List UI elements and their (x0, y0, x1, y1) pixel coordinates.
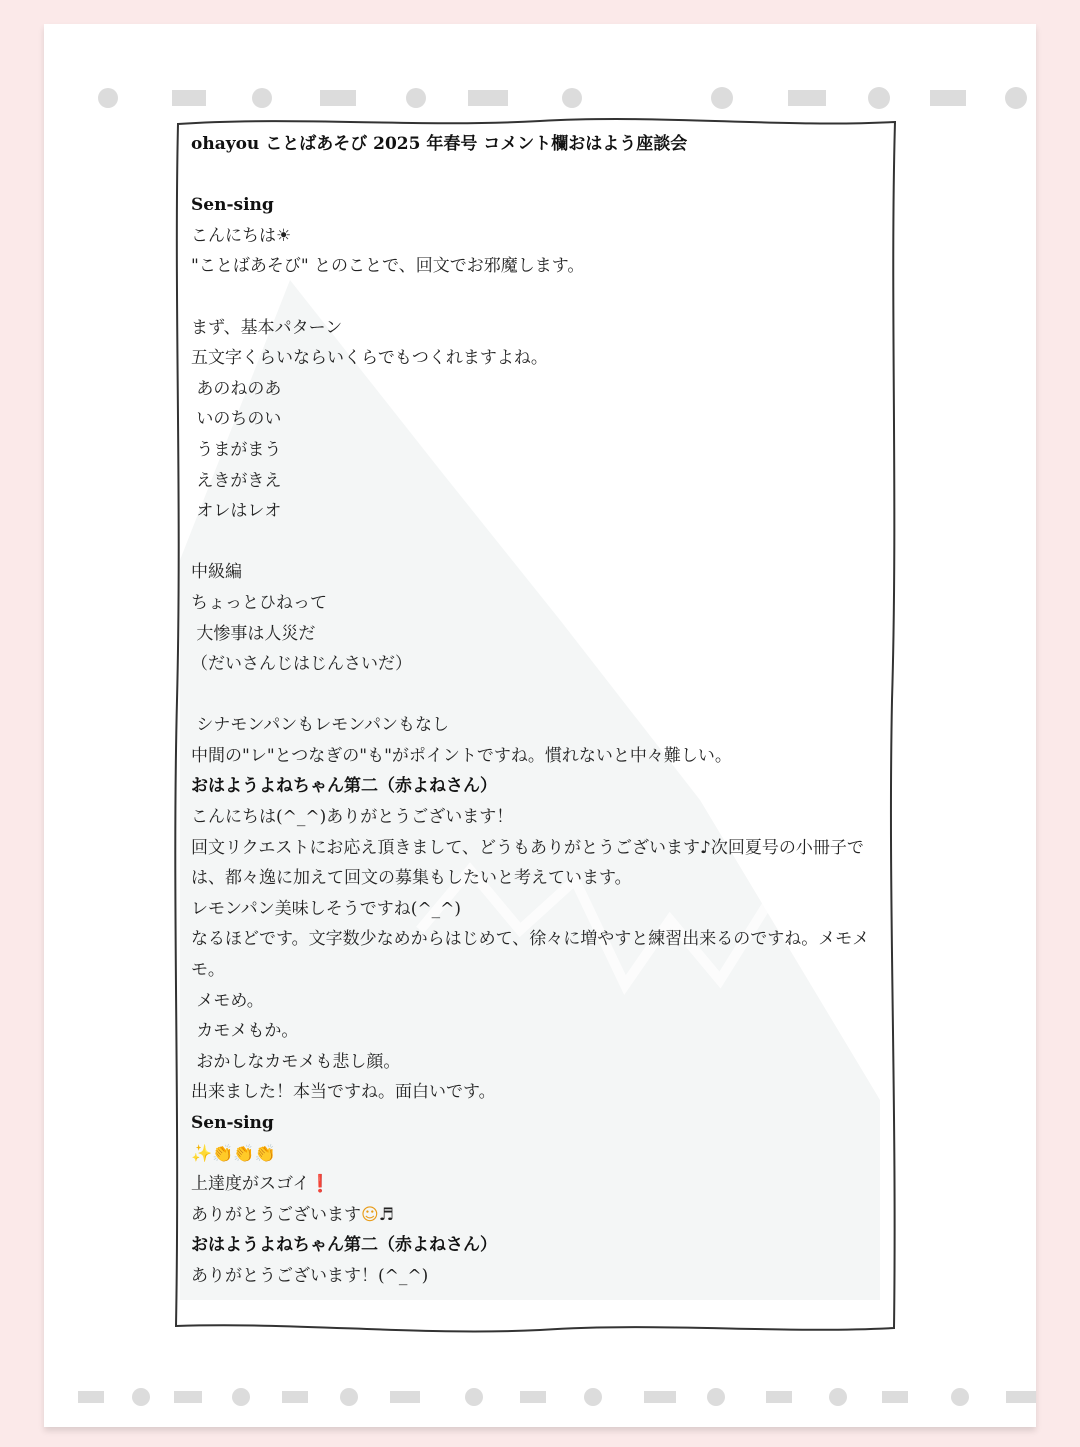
comment-line: なるほどです。文字数少なめからはじめて、徐々に増やすと練習出来るのですね。メモメモ。 (191, 929, 870, 981)
comment-line: レモンパン美味しそうですね(^_^) (191, 898, 462, 919)
comment-line: （だいさんじはじんさいだ） (191, 654, 412, 675)
comment-line: ちょっとひねって (191, 592, 327, 613)
page-title: ohayou ことばあそび 2025 年春号 コメント欄おはよう座談会 (191, 134, 688, 154)
comment-line: あのねのあ (191, 378, 282, 399)
comment-line (191, 282, 891, 313)
smiling-face-icon: ☺ (361, 1204, 379, 1225)
comment-line (191, 680, 891, 711)
comment-line: 中級編 (191, 562, 242, 583)
comment-line: ありがとうございます！(^_^) (191, 1265, 429, 1286)
comment-line: 大惨事は人災だ (191, 623, 316, 644)
comment-line: いのちのい (191, 409, 282, 430)
emoji-line (191, 1139, 891, 1170)
comment-line: シナモンパンもレモンパンもなし (191, 715, 450, 736)
comment-author: おはようよねちゃん第二（赤よねさん） (191, 1235, 497, 1256)
comment-line: 出来ました！本当ですね。面白いです。 (191, 1082, 496, 1103)
comment-line: カモメもか。 (191, 1021, 299, 1042)
comment-line: 五文字くらいならいくらでもつくれますよね。 (191, 348, 548, 369)
comment-author: おはようよねちゃん第二（赤よねさん） (191, 776, 497, 797)
comment-line: こんにちは(^_^)ありがとうございます！ (191, 807, 514, 828)
comment-line: ありがとうございます☺♬ (191, 1204, 394, 1225)
comment-author: Sen-sing (191, 195, 274, 216)
clapping-hands-icon: 👏 (212, 1143, 234, 1164)
music-notes-icon: ♬ (378, 1204, 394, 1225)
red-exclamation-icon: ❗ (309, 1174, 331, 1195)
comment-thread (191, 129, 891, 1292)
sparkles-icon: ✨ (191, 1143, 213, 1164)
comment-line: おかしなカモメも悲し顔。 (191, 1051, 401, 1072)
comment-line: えきがきえ (191, 470, 282, 491)
sun-icon: ☀ (276, 225, 292, 246)
spacer (191, 160, 891, 191)
comment-line: 回文リクエストにお応え頂きまして、どうもありがとうございます♪次回夏号の小冊子では、都々逸に加えて回文の募集もしたいと考えています。 (191, 837, 864, 889)
comment-line: メモめ。 (191, 990, 264, 1011)
comment-line: "ことばあそび" とのことで、回文でお邪魔します。 (191, 256, 585, 277)
comment-line: こんにちは☀ (191, 225, 292, 246)
comment-line: 上達度がスゴイ❗ (191, 1174, 331, 1195)
clapping-hands-icon: 👏 (254, 1143, 276, 1164)
comment-line: まず、基本パターン (191, 317, 343, 338)
comment-author: Sen-sing (191, 1113, 274, 1133)
clapping-hands-icon: 👏 (233, 1143, 255, 1164)
comment-line: 中間の"レ"とつなぎの"も"がポイントですね。慣れないと中々難しい。 (191, 745, 732, 766)
comment-line (191, 527, 891, 558)
comment-line: うまがまう (191, 439, 282, 460)
comment-line: オレはレオ (191, 501, 282, 522)
